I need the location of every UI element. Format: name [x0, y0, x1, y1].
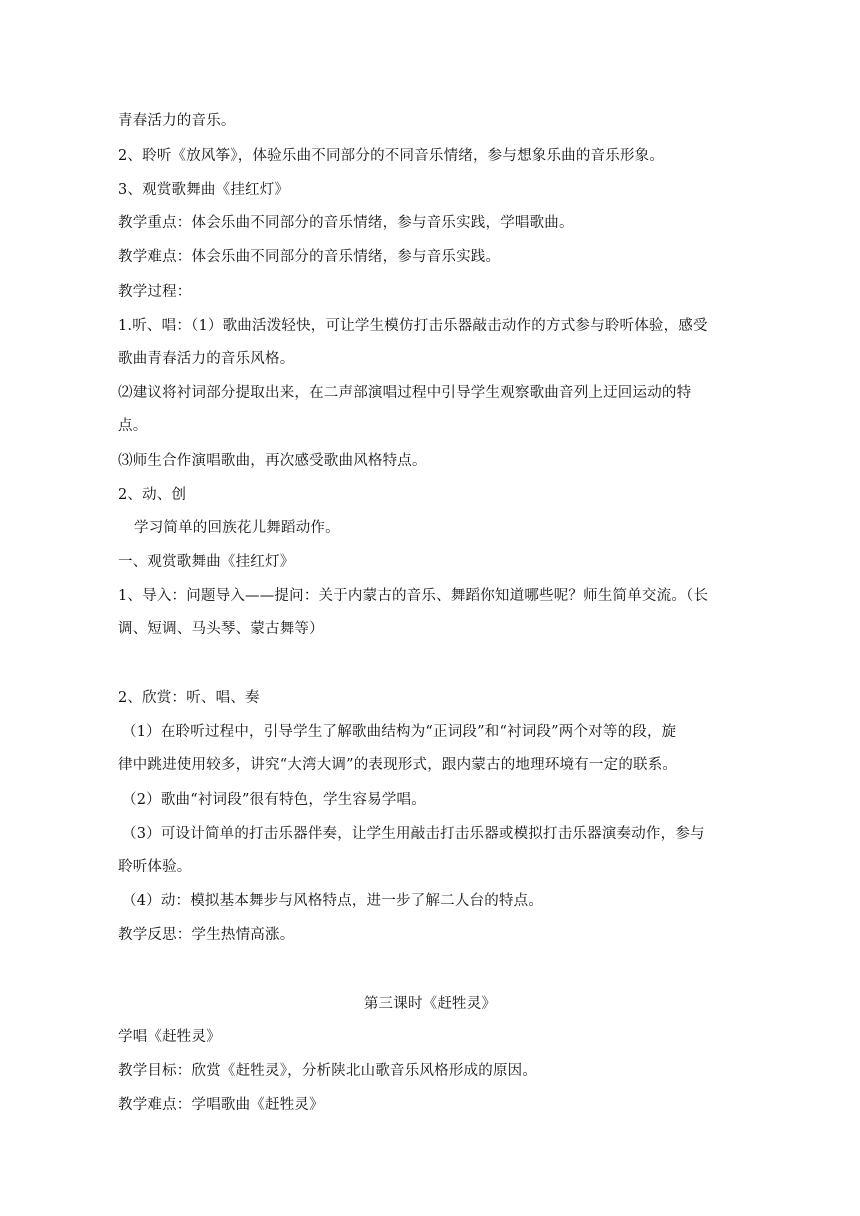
teaching-reflection: 教学反思：学生热情高涨。: [118, 927, 295, 943]
teaching-focus: 教学重点：体会乐曲不同部分的音乐情绪，参与音乐实践，学唱歌曲。: [118, 215, 574, 231]
text-line: 青春活力的音乐。: [118, 113, 236, 129]
teaching-difficulty: 教学难点：体会乐曲不同部分的音乐情绪，参与音乐实践。: [118, 249, 501, 265]
text-line: 2、聆听《放风筝》，体验乐曲不同部分的不同音乐情绪，参与想象乐曲的音乐形象。: [118, 148, 665, 164]
teaching-difficulty: 教学难点：学唱歌曲《赶牲灵》: [118, 1097, 324, 1113]
teaching-objective: 教学目标：欣赏《赶牲灵》，分析陕北山歌音乐风格形成的原因。: [118, 1063, 538, 1079]
lesson-title: 第三课时《赶牲灵》: [363, 996, 497, 1012]
section-heading: 一、观赏歌舞曲《挂红灯》: [118, 554, 295, 570]
text-line: 1、导入：问题导入——提问：关于内蒙古的音乐、舞蹈你知道哪些呢？师生简单交流。（长: [118, 588, 709, 604]
text-line: 点。: [118, 418, 148, 434]
text-line: 2、欣赏：听、唱、奏: [118, 690, 260, 706]
text-line: （4）动：模拟基本舞步与风格特点，进一步了解二人台的特点。: [122, 893, 544, 909]
text-line: ⑶师生合作演唱歌曲，再次感受歌曲风格特点。: [118, 453, 427, 469]
text-line: （1）在聆听过程中，引导学生了解歌曲结构为“正词段”和“衬词段”两个对等的段，旋: [122, 724, 677, 740]
text-line: 律中跳进使用较多，讲究“大湾大调”的表现形式，跟内蒙古的地理环境有一定的联系。: [118, 757, 678, 773]
text-line: 2、动、创: [118, 487, 187, 503]
text-line: 聆听体验。: [118, 859, 192, 875]
text-line: 歌曲青春活力的音乐风格。: [118, 351, 295, 367]
text-line: ⑵建议将衬词部分提取出来，在二声部演唱过程中引导学生观察歌曲音列上迂回运动的特: [118, 385, 692, 401]
section-heading: 教学过程：: [118, 284, 192, 300]
text-line: 1.听、唱：（1）歌曲活泼轻快，可让学生模仿打击乐器敲击动作的方式参与聆听体验，感受: [118, 318, 708, 334]
text-line: 学唱《赶牲灵》: [118, 1029, 221, 1045]
text-line: 3、观赏歌舞曲《挂红灯》: [118, 182, 290, 198]
text-line: （2）歌曲“衬词段”很有特色，学生容易学唱。: [122, 792, 426, 808]
text-line: （3）可设计简单的打击乐器伴奏，让学生用敲击打击乐器或模拟打击乐器演奏动作，参与: [122, 826, 705, 842]
text-line: 学习简单的回族花儿舞蹈动作。: [134, 520, 340, 536]
text-line: 调、短调、马头琴、蒙古舞等）: [118, 621, 324, 637]
